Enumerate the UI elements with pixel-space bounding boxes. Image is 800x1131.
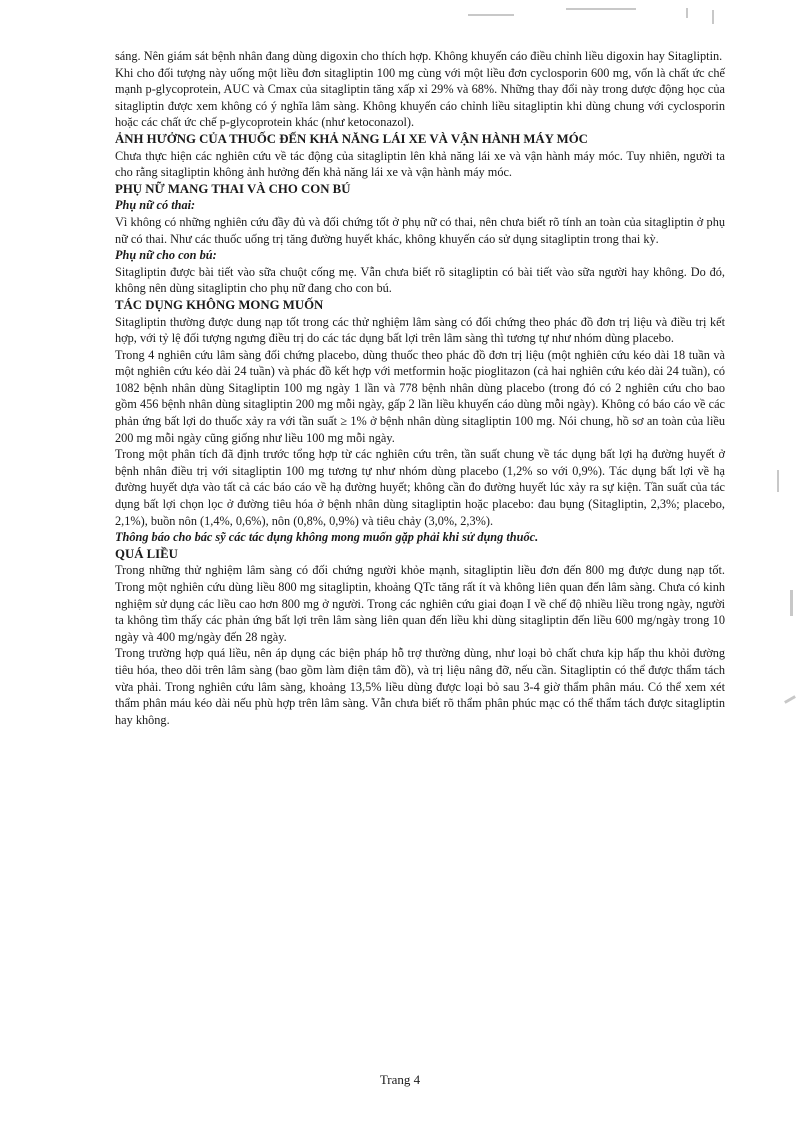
section-heading: ẢNH HƯỞNG CỦA THUỐC ĐẾN KHẢ NĂNG LÁI XE VÀ VẬN HÀNH MÁY MÓC [115,131,588,146]
subsection-heading: Phụ nữ cho con bú: [115,248,217,263]
scan-artifact-top [468,14,514,16]
body-paragraph: Chưa thực hiện các nghiên cứu về tác động của sitagliptin lên khả năng lái xe và vận hành máy móc. Tuy nhiên, người ta cho rằng sitagliptin không ảnh hưởng đến khả năng lái xe và vận hành máy móc. [115,148,725,180]
subsection-heading: Phụ nữ có thai: [115,198,196,213]
subsection-heading: Thông báo cho bác sỹ các tác dụng không mong muốn gặp phải khi sử dụng thuốc. [115,530,539,545]
section-heading: TÁC DỤNG KHÔNG MONG MUỐN [115,297,324,312]
body-paragraph: Khi cho đối tượng này uống một liều đơn sitagliptin 100 mg cùng với một liều đơn cyclosporin 600 mg, vốn là chất ức chế mạnh p-glycoprotein, AUC và Cmax của sitagliptin tăng xấp xỉ 29% và 68%. Những thay đổi này trong dược động học của sitagliptin được xem không có ý nghĩa lâm sàng. Không khuyến cáo chỉnh liều sitagliptin khi dùng chung với cyclosporin hoặc các chất ức chế p-glycoprotein khác (như ketoconazol). [115,65,725,130]
page-number: Trang 4 [379,1072,421,1087]
scan-artifact-margin [790,590,793,616]
body-paragraph: Trong một phân tích đã định trước tổng hợp từ các nghiên cứu trên, tần suất chung về tác dụng bất lợi hạ đường huyết ở bệnh nhân điều trị với sitagliptin 100 mg tương tự như nhóm dùng placebo (1,2% so với 0,9%). Tác dụng bất lợi về hạ đường huyết dựa vào tất cả các báo cáo về hạ đường huyết; không cần đo đường huyết lúc xảy ra sự kiện. Tần suất của tác dụng bất lợi chọn lọc ở đường tiêu hóa ở bệnh nhân dùng sitagliptin hoặc placebo: đau bụng (Sitagliptin, 2,3%; placebo, 2,1%), buồn nôn (1,4%, 0,6%), nôn (0,8%, 0,9%) và tiêu chảy (3,0%, 2,3%). [115,447,725,528]
body-paragraph: sáng. Nên giám sát bệnh nhân đang dùng digoxin cho thích hợp. Không khuyến cáo điều chỉnh liều digoxin hay Sitagliptin. [115,49,723,63]
scan-artifact-margin [777,470,779,492]
scan-artifact-top [712,10,714,24]
body-paragraph: Trong trường hợp quá liều, nên áp dụng các biện pháp hỗ trợ thường dùng, như loại bỏ chất chưa kịp hấp thu khỏi đường tiêu hóa, theo dõi trên lâm sàng (bao gồm làm điện tâm đồ), và trị liệu nâng đỡ, nếu cần. Sitagliptin có thể được thẩm tách vừa phải. Trong nghiên cứu lâm sàng, khoảng 13,5% liều dùng được loại bỏ sau 3-4 giờ thẩm phân máu. Có thể xem xét thẩm phân máu kéo dài nếu phù hợp trên lâm sàng. Vẫn chưa biết rõ thẩm phân phúc mạc có thể thẩm tách được sitagliptin hay không. [115,646,725,727]
body-paragraph: Vì không có những nghiên cứu đầy đủ và đối chứng tốt ở phụ nữ có thai, nên chưa biết rõ tính an toàn của sitagliptin ở phụ nữ có thai. Như các thuốc uống trị tăng đường huyết khác, không khuyến cáo sử dụng sitagliptin trong thai kỳ. [115,214,725,246]
body-paragraph: Trong 4 nghiên cứu lâm sàng đối chứng placebo, dùng thuốc theo phác đồ đơn trị liệu (một nghiên cứu kéo dài 18 tuần và một nghiên cứu kéo dài 24 tuần) và phác đồ kết hợp với metformin hoặc pioglitazon (cả hai nghiên cứu kéo dài 24 tuần), có 1082 bệnh nhân dùng Sitagliptin 100 mg ngày 1 lần và 778 bệnh nhân dùng placebo (trong đó có 2 nghiên cứu cho bao gồm 456 bệnh nhân dùng sitagliptin 200 mg mỗi ngày, gấp 2 lần liều khuyến cáo dùng mỗi ngày). Không có báo cáo về các phản ứng bất lợi do thuốc xảy ra với tần suất ≥ 1% ở bệnh nhân dùng sitagliptin 100 mg. Nói chung, hồ sơ an toàn của liều 200 mg mỗi ngày cũng giống như liều 100 mg mỗi ngày. [115,347,725,445]
scan-artifact-margin [784,695,796,704]
document-page [115,48,725,728]
body-paragraph: Trong những thử nghiệm lâm sàng có đối chứng người khỏe mạnh, sitagliptin liều đơn đến 800 mg được dung nạp tốt. Trong một nghiên cứu dùng liều 800 mg sitagliptin, khoảng QTc tăng rất ít và không liên quan đến lâm sàng. Chưa có kinh nghiệm sử dụng các liều cao hơn 800 mg ở người. Trong các nghiên cứu giai đoạn I về chế độ nhiều liều trong ngày, người ta không tìm thấy các phản ứng bất lợi trên lâm sàng liên quan đến liều khi dùng sitagliptin đến liều 600 mg/ngày trong 10 ngày và 400 mg/ngày đến 28 ngày. [115,563,725,644]
section-heading: PHỤ NỮ MANG THAI VÀ CHO CON BÚ [115,181,351,196]
body-paragraph: Sitagliptin được bài tiết vào sữa chuột cống mẹ. Vẫn chưa biết rõ sitagliptin có bài tiết vào sữa người hay không. Do đó, không nên dùng sitagliptin cho phụ nữ đang cho con bú. [115,264,725,296]
section-heading: QUÁ LIỀU [115,546,178,561]
body-paragraph: Sitagliptin thường được dung nạp tốt trong các thử nghiệm lâm sàng có đối chứng theo phác đồ đơn trị liệu và điều trị kết hợp, với tỷ lệ đối tượng ngưng điều trị do các tác dụng bất lợi trên lâm sàng thì tương tự như nhóm dùng placebo. [115,314,725,346]
scan-artifact-top [686,8,688,18]
scan-artifact-top [566,8,636,10]
